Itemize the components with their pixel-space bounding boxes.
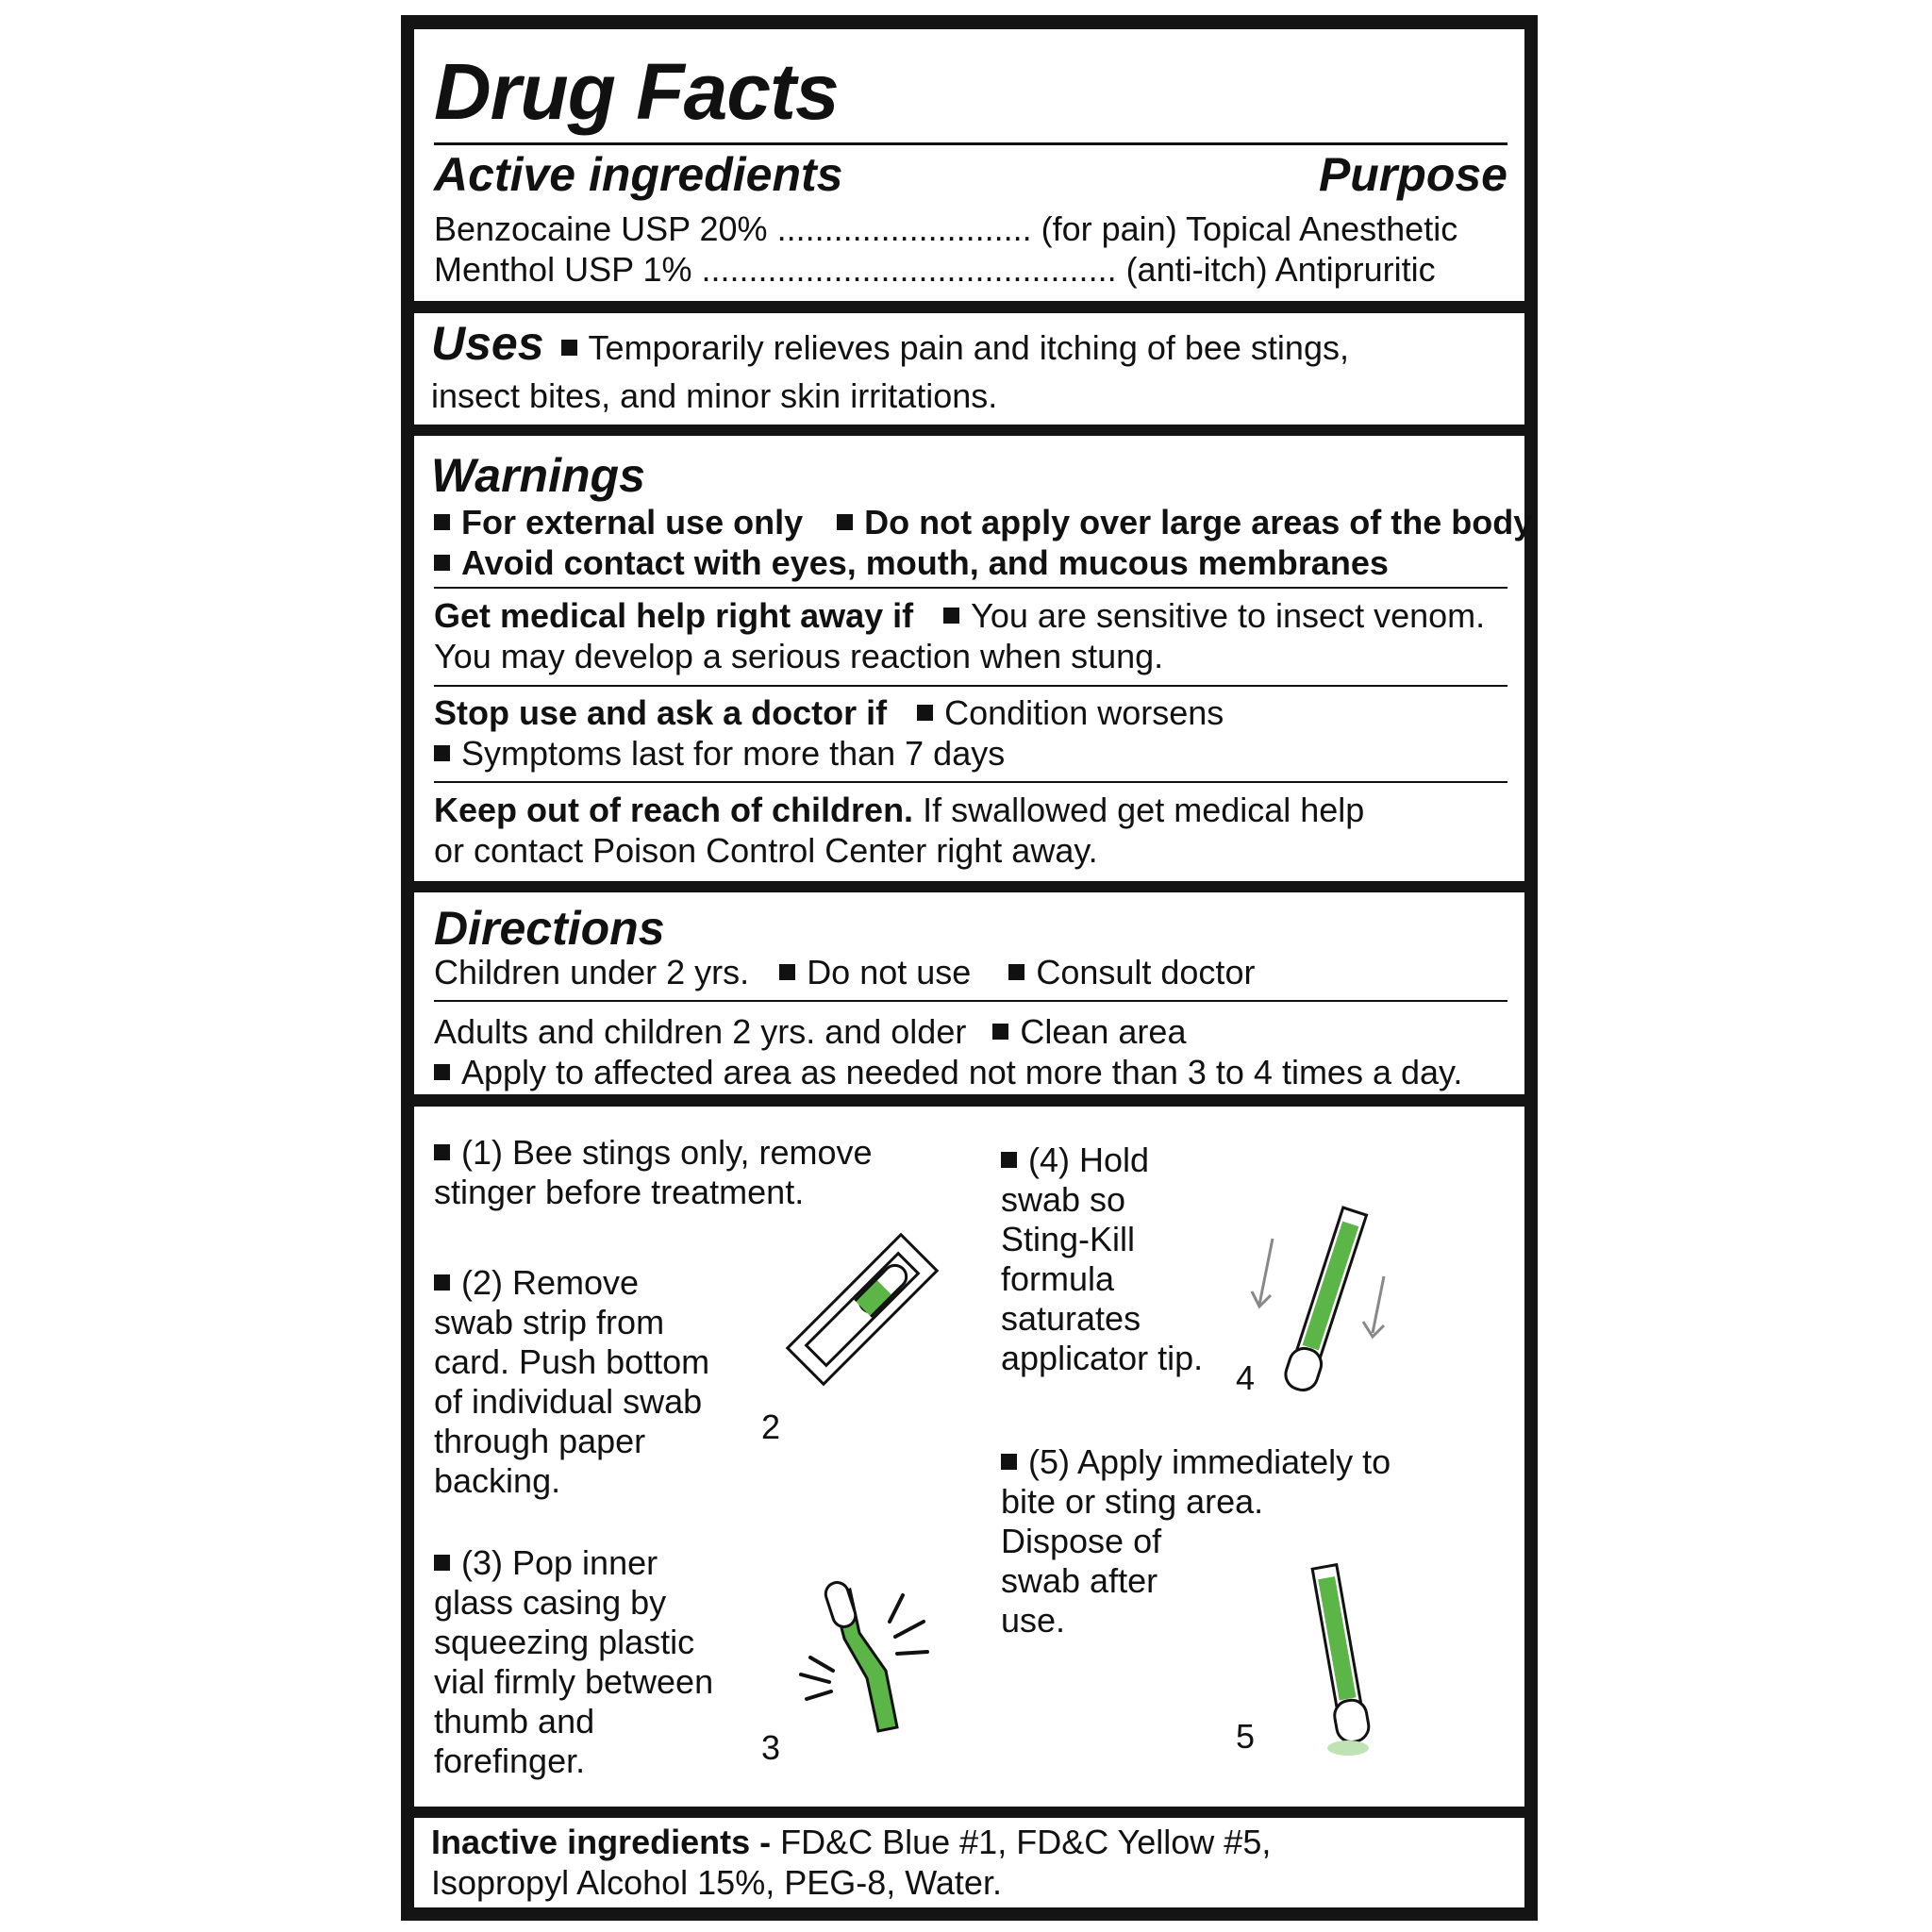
active-ingredients-panel <box>414 29 1524 301</box>
step-4 <box>1001 1141 1203 1378</box>
step-2-line: swab strip from <box>434 1303 665 1341</box>
step-5-line: (5) Apply immediately to <box>1028 1442 1391 1481</box>
step-2-line: backing. <box>434 1461 561 1500</box>
step-2-line: card. Push bottom <box>434 1342 710 1381</box>
medical-help-line-2: You may develop a serious reaction when stung. <box>434 637 1164 675</box>
inactive-ingredients-panel <box>414 1818 1524 1907</box>
divider <box>434 685 1507 687</box>
directions-apply-line <box>434 1052 1462 1093</box>
warnings-heading: Warnings <box>431 449 645 502</box>
bullet-icon <box>1001 1454 1017 1470</box>
divider <box>434 1000 1507 1002</box>
step-3-line: vial firmly between <box>434 1662 714 1701</box>
step-3-line: thumb and <box>434 1702 595 1740</box>
warning-external-use: For external use only <box>461 503 804 541</box>
step-5-line: Dispose of <box>1001 1522 1162 1560</box>
step-3-line: forefinger. <box>434 1741 586 1780</box>
steps-panel <box>414 1107 1524 1807</box>
uses-line-2: insect bites, and minor skin irritations. <box>431 376 998 415</box>
stop-use-condition: Condition worsens <box>944 693 1224 732</box>
stop-use-label: Stop use and ask a doctor if <box>434 693 888 732</box>
uses-panel <box>414 313 1524 425</box>
figure-number: 5 <box>1236 1717 1256 1756</box>
warnings-line-2 <box>434 542 1389 584</box>
active-row-benzocaine: Benzocaine USP 20% ........................... (for pain) Topical Anesthetic <box>434 209 1458 248</box>
step-1-line: stinger before treatment. <box>434 1173 805 1211</box>
swab-strip-card-icon <box>773 1220 952 1399</box>
divider <box>434 587 1507 589</box>
step-3-line: glass casing by <box>434 1583 667 1622</box>
bullet-icon <box>434 514 450 530</box>
stop-use-symptoms: Symptoms last for more than 7 days <box>461 734 1006 773</box>
step-4-line: saturates <box>1001 1299 1141 1338</box>
warning-avoid-contact: Avoid contact with eyes, mouth, and mucous membranes <box>461 543 1389 582</box>
step-4-line: formula <box>1001 1259 1115 1298</box>
bullet-icon <box>434 1144 450 1160</box>
step-4-line: applicator tip. <box>1001 1339 1204 1377</box>
bullet-icon <box>943 608 959 624</box>
step-3-line: squeezing plastic <box>434 1623 695 1661</box>
adults-clean-area: Clean area <box>1020 1012 1187 1051</box>
inactive-line-1 <box>431 1822 1271 1863</box>
bullet-icon <box>434 1064 450 1080</box>
children-do-not-use: Do not use <box>807 953 972 991</box>
step-3-line: (3) Pop inner <box>461 1543 658 1582</box>
inactive-line-2: Isopropyl Alcohol 15%, PEG-8, Water. <box>431 1863 1002 1902</box>
hold-swab-icon <box>1244 1201 1405 1408</box>
active-row-menthol: Menthol USP 1% ............................................ (anti-itch) Antipruritic <box>434 250 1436 289</box>
step-5-line: bite or sting area. <box>1001 1482 1264 1521</box>
keep-out-text: If swallowed get medical help <box>923 791 1365 829</box>
directions-heading: Directions <box>434 902 665 955</box>
bullet-icon <box>779 964 795 980</box>
step-5-line: swab after <box>1001 1561 1158 1600</box>
medical-help-label: Get medical help right away if <box>434 596 914 635</box>
purpose-heading: Purpose <box>1318 148 1507 201</box>
directions-adults-line <box>434 1011 1186 1053</box>
bullet-icon <box>1001 1152 1017 1168</box>
bullet-icon <box>917 705 933 721</box>
drug-facts-label <box>401 15 1538 1921</box>
stop-use-line-2 <box>434 733 1005 774</box>
uses-line-1 <box>431 317 1349 370</box>
step-2-line: through paper <box>434 1422 646 1460</box>
page-title: Drug Facts <box>434 47 839 136</box>
step-2 <box>434 1263 709 1501</box>
medical-help-text: You are sensitive to insect venom. <box>971 596 1486 635</box>
bullet-icon <box>561 340 577 356</box>
step-5-line: use. <box>1001 1601 1066 1640</box>
step-2-line: of individual swab <box>434 1382 703 1421</box>
directions-children-line <box>434 952 1255 993</box>
apply-swab-icon <box>1282 1559 1405 1767</box>
uses-text: Temporarily relieves pain and itching of bee stings, <box>588 328 1349 367</box>
uses-heading: Uses <box>431 317 544 370</box>
directions-panel <box>414 892 1524 1094</box>
keep-out-label: Keep out of reach of children. <box>434 791 914 829</box>
bullet-icon <box>434 1555 450 1571</box>
figure-number: 3 <box>761 1728 781 1767</box>
step-1 <box>434 1133 873 1212</box>
children-label: Children under 2 yrs. <box>434 953 750 991</box>
keep-out-line-1 <box>434 790 1364 831</box>
step-3 <box>434 1543 713 1781</box>
bullet-icon <box>1008 964 1024 980</box>
adults-label: Adults and children 2 yrs. and older <box>434 1012 967 1051</box>
bullet-icon <box>992 1024 1008 1040</box>
inactive-text: FD&C Blue #1, FD&C Yellow #5, <box>780 1823 1272 1861</box>
medical-help-line-1 <box>434 595 1485 637</box>
bullet-icon <box>837 514 853 530</box>
warnings-panel <box>414 436 1533 881</box>
squeeze-vial-icon <box>791 1576 933 1746</box>
active-heading: Active ingredients <box>434 148 843 201</box>
bullet-icon <box>434 555 450 571</box>
divider <box>434 142 1507 145</box>
bullet-icon <box>434 745 450 761</box>
figure-number: 4 <box>1236 1358 1256 1397</box>
children-consult-doctor: Consult doctor <box>1036 953 1256 991</box>
step-4-line: (4) Hold <box>1028 1141 1150 1179</box>
warnings-line-1 <box>434 502 1532 543</box>
figure-number: 2 <box>761 1407 781 1446</box>
step-2-line: (2) Remove <box>461 1263 640 1302</box>
stop-use-line-1 <box>434 692 1224 734</box>
bullet-icon <box>434 1274 450 1291</box>
adults-apply-text: Apply to affected area as needed not more than 3 to 4 times a day. <box>461 1053 1463 1091</box>
divider <box>434 781 1507 783</box>
step-4-line: swab so <box>1001 1180 1126 1219</box>
step-4-line: Sting-Kill <box>1001 1220 1136 1258</box>
keep-out-line-2: or contact Poison Control Center right away. <box>434 831 1098 870</box>
inactive-label: Inactive ingredients - <box>431 1823 772 1861</box>
step-1-line: (1) Bee stings only, remove <box>461 1133 873 1172</box>
warning-large-areas: Do not apply over large areas of the body <box>864 503 1533 541</box>
